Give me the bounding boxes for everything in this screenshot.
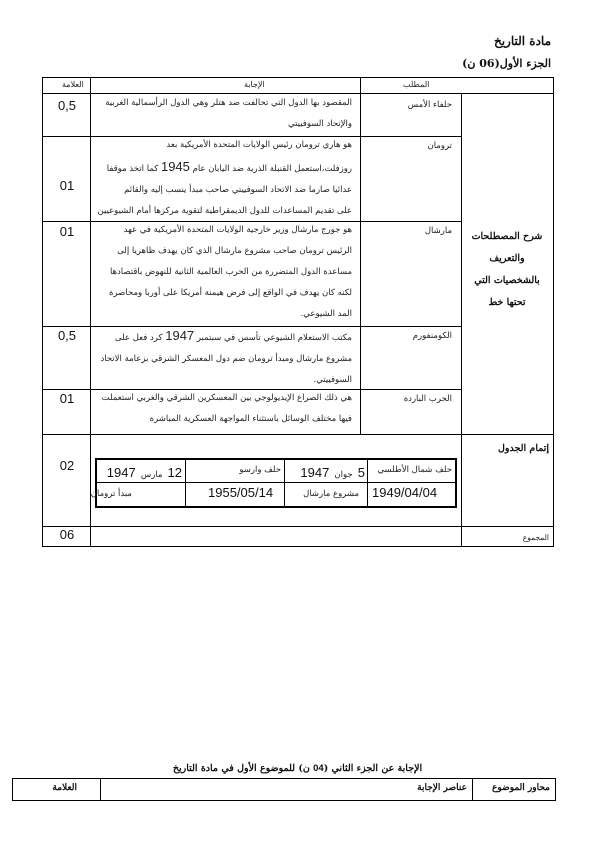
answer-row-3: هو جورج مارشال وزير خارجية الولايات المتحدة الأمريكية في عهد الرئيس ترومان صاحب مشروع مارشال الذي كان يهدف ظاهريا إلى مساعدة الدول المتضررة من الحرب العالمية الثانية للنهوض باقتصادها لكنه كان يهدف في الواقع إلى فرض هيمنة أمريكا على أوربا ومحاصرة المد الشيوعي.: [109, 225, 352, 319]
table-border-bottom: [42, 546, 554, 547]
grade-row-2: 01: [59, 178, 75, 193]
grade-total: 06: [59, 527, 75, 542]
grid-cell-1955: 1955/05/14: [208, 485, 274, 500]
grid-cell-truman-doctrine: مبدأ ترومان: [90, 489, 132, 499]
section1-label: شرح المصطلحات والتعريف بالشخصيات التي تحتها خط: [471, 231, 543, 308]
section2-label: إتمام الجدول: [497, 443, 549, 454]
part2-header-elements: عناصر الإجابة: [417, 783, 467, 793]
part2-title: الإجابة عن الجزء الثاني (04 ن) للموضوع الأول في مادة التاريخ: [172, 763, 423, 774]
answer-row-2: هو هاري ترومان رئيس الولايات المتحدة الأمريكية بعد روزفلت،استعمل القنبلة الذرية ضد اليابان عام 1945 كما اتخذ موقفا عدائيا صارما ضد الاتحاد السوفييتي صاحب مبدأ ينسب إليه والقائم على تقديم المساعدات للدول الديمقراطية لتقوية مركزها أمام الشيوعيين: [97, 140, 352, 216]
total-row-divider: [42, 526, 554, 527]
grade-row-4: 0,5: [57, 328, 77, 343]
grade-column-divider: [90, 77, 91, 547]
header-answer: الإجابة: [244, 80, 265, 89]
header-required: المطلب: [403, 80, 430, 89]
grid-cell-june-1947: 5 جوان 1947: [300, 465, 365, 480]
term-row-5: الحرب الباردة: [403, 394, 452, 404]
table-border-top: [42, 77, 554, 78]
answer-row-4: مكتب الاستعلام الشيوعي تأسس في سبتمبر 1947 كرد فعل على مشروع مارشال ومبدأ ترومان ضم دول المعسكر الشرقي بزعامة الاتحاد السوفييتي.: [100, 328, 352, 385]
term-row-4: الكومنفورم: [412, 331, 452, 341]
grade-row-1: 0,5: [57, 98, 77, 113]
part2-header-grade: العلامة: [52, 783, 77, 793]
grid-cell-marshall-plan: مشروع مارشال: [303, 489, 359, 499]
answer-row-5: هي ذلك الصراع الإيديولوجي بين المعسكرين الشرقي والغربي استعملت فيها مختلف الوسائل باستثناء المواجهة العسكرية المباشرة: [101, 393, 352, 424]
term-row-1: حلفاء الأمس: [407, 100, 452, 110]
grid-cell-march-1947: 12 مارس 1947: [106, 465, 182, 480]
total-label: المجموع: [522, 533, 549, 542]
grade-row-5: 01: [59, 391, 75, 406]
header-grade: العلامة: [62, 80, 84, 89]
grid-cell-warsaw-pact: حلف وارسو: [239, 465, 281, 475]
grade-section2: 02: [59, 458, 75, 473]
part2-header-axes: محاور الموضوع: [492, 783, 550, 793]
term-row-2: ترومان: [427, 141, 452, 151]
answer-row-1: المقصود بها الدول التي تحالفت ضد هتلر وهي الدول الرأسمالية الغربية والإتحاد السوفييتي: [105, 98, 352, 129]
term-row-3: مارشال: [424, 226, 452, 236]
part1-title: الجزء الأول(06 ن): [462, 57, 551, 70]
table-border-left: [42, 77, 43, 547]
answer-column-divider: [360, 77, 361, 434]
grid-cell-nato: حلف شمال الأطلسي: [377, 465, 452, 475]
subject-title: مادة التاريخ: [493, 34, 551, 48]
grid-cell-1949: 1949/04/04: [372, 485, 438, 500]
table-border-right: [553, 77, 554, 547]
grade-row-3: 01: [59, 224, 75, 239]
section-divider: [42, 434, 554, 435]
section-column-divider: [461, 93, 462, 547]
